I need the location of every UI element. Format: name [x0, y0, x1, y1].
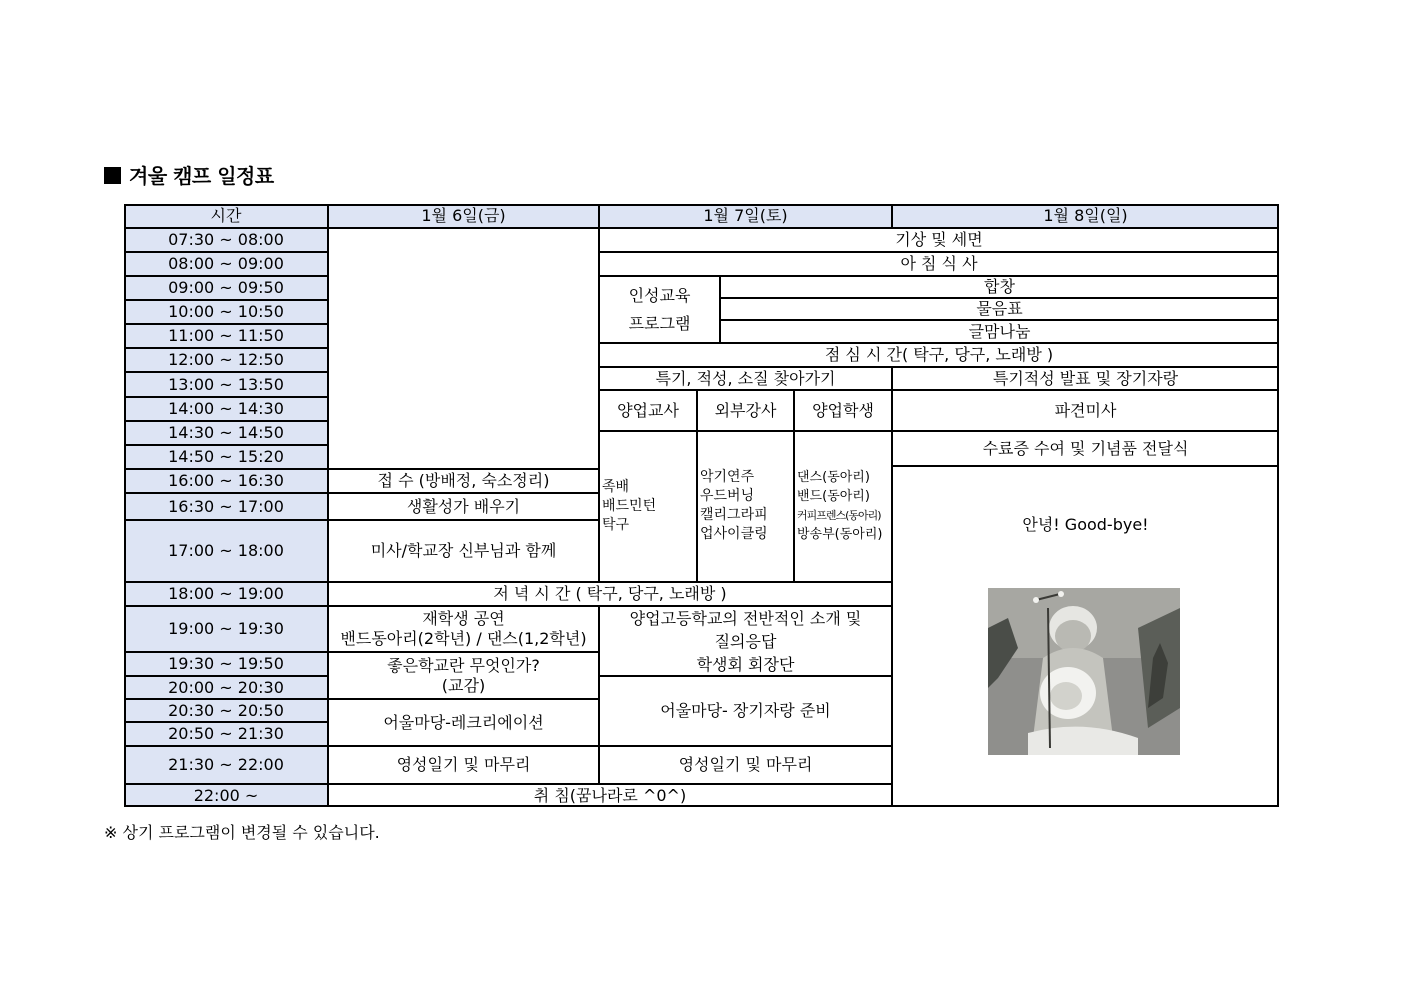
day1-recreation: 어울마당-레크리에이션 [328, 699, 599, 746]
sleep-cell: 취 침(꿈나라로 ^0^) [328, 784, 892, 807]
time-cell: 21:30 ~ 22:00 [124, 746, 328, 784]
time-cell: 10:00 ~ 10:50 [124, 300, 328, 324]
character-edu-line1: 인성교육 [628, 285, 691, 305]
list-item: 우드버닝 [700, 488, 755, 504]
intro-line2: 질의응답 [714, 631, 777, 651]
talent-explore-cell: 특기, 적성, 소질 찾아가기 [599, 367, 892, 390]
question-cell: 물음표 [720, 298, 1279, 320]
time-cell: 12:00 ~ 12:50 [124, 348, 328, 372]
square-bullet-icon [104, 167, 121, 184]
time-cell: 18:00 ~ 19:00 [124, 582, 328, 606]
day2-diary: 영성일기 및 마무리 [599, 746, 892, 784]
dinner-cell: 저 녁 시 간 ( 탁구, 당구, 노래방 ) [328, 582, 892, 606]
list-item: 탁구 [602, 517, 630, 533]
time-cell: 11:00 ~ 11:50 [124, 324, 328, 348]
student-header: 양업학생 [794, 390, 892, 431]
list-item: 방송부(동아리) [797, 527, 883, 542]
character-edu-line2: 프로그램 [628, 313, 691, 333]
time-cell: 07:30 ~ 08:00 [124, 228, 328, 252]
performance-detail: 밴드동아리(2학년) / 댄스(1,2학년) [340, 629, 587, 648]
goodbye-text: 안녕! Good-bye! [1022, 515, 1149, 534]
list-item: 밴드(동아리) [797, 489, 870, 504]
time-cell: 14:30 ~ 14:50 [124, 421, 328, 445]
good-school-title: 좋은학교란 무엇인가? [387, 655, 540, 675]
snow-statue-photo [988, 588, 1180, 755]
list-item: 캘리그라피 [700, 507, 768, 523]
wake-cell: 기상 및 세면 [599, 228, 1279, 252]
list-item: 악기연주 [700, 469, 755, 485]
day1-diary: 영성일기 및 마무리 [328, 746, 599, 784]
list-item: 커피프렌스(동아리) [797, 509, 881, 522]
breakfast-cell: 아 침 식 사 [599, 252, 1279, 276]
day1-reception: 접 수 (방배정, 숙소정리) [328, 469, 599, 493]
list-item: 댄스(동아리) [797, 470, 870, 485]
lunch-cell: 점 심 시 간( 탁구, 당구, 노래방 ) [599, 343, 1279, 367]
day1-song: 생활성가 배우기 [328, 493, 599, 520]
time-cell: 19:00 ~ 19:30 [124, 606, 328, 652]
teacher-header: 양업교사 [599, 390, 697, 431]
time-cell: 14:50 ~ 15:20 [124, 445, 328, 469]
choir-cell: 합창 [720, 276, 1279, 298]
talent-prep-cell: 어울마당- 장기자랑 준비 [599, 676, 892, 746]
time-cell: 22:00 ~ [124, 784, 328, 807]
intro-line3: 학생회 회장단 [696, 654, 795, 674]
header-day3: 1월 8일(일) [892, 204, 1279, 228]
header-time: 시간 [124, 204, 328, 228]
certificate-cell: 수료증 수여 및 기념품 전달식 [892, 431, 1279, 466]
good-school-speaker: (교감) [441, 675, 486, 695]
performance-title: 재학생 공연 [422, 609, 505, 628]
time-cell: 20:30 ~ 20:50 [124, 699, 328, 722]
time-cell: 19:30 ~ 19:50 [124, 652, 328, 676]
list-item: 업사이클링 [700, 526, 768, 542]
external-header: 외부강사 [697, 390, 794, 431]
footnote: ※ 상기 프로그램이 변경될 수 있습니다. [104, 823, 380, 842]
word-sharing-cell: 글맘나눔 [720, 320, 1279, 343]
list-item: 배드민턴 [602, 498, 657, 514]
header-day1: 1월 6일(금) [328, 204, 599, 228]
time-cell: 20:50 ~ 21:30 [124, 722, 328, 746]
title-text: 겨울 캠프 일정표 [129, 164, 274, 188]
day1-mass: 미사/학교장 신부님과 함께 [328, 520, 599, 582]
header-day2: 1월 7일(토) [599, 204, 892, 228]
intro-line1: 양업고등학교의 전반적인 소개 및 [629, 608, 862, 628]
time-cell: 16:00 ~ 16:30 [124, 469, 328, 493]
talent-show-cell: 특기적성 발표 및 장기자랑 [892, 367, 1279, 390]
time-cell: 20:00 ~ 20:30 [124, 676, 328, 699]
time-cell: 16:30 ~ 17:00 [124, 493, 328, 520]
time-cell: 17:00 ~ 18:00 [124, 520, 328, 582]
list-item: 족배 [602, 479, 630, 495]
time-cell: 09:00 ~ 09:50 [124, 276, 328, 300]
time-cell: 14:00 ~ 14:30 [124, 397, 328, 421]
time-cell: 08:00 ~ 09:00 [124, 252, 328, 276]
page-title [104, 160, 274, 189]
mass-dispatch-cell: 파견미사 [892, 390, 1279, 431]
time-cell: 13:00 ~ 13:50 [124, 372, 328, 397]
